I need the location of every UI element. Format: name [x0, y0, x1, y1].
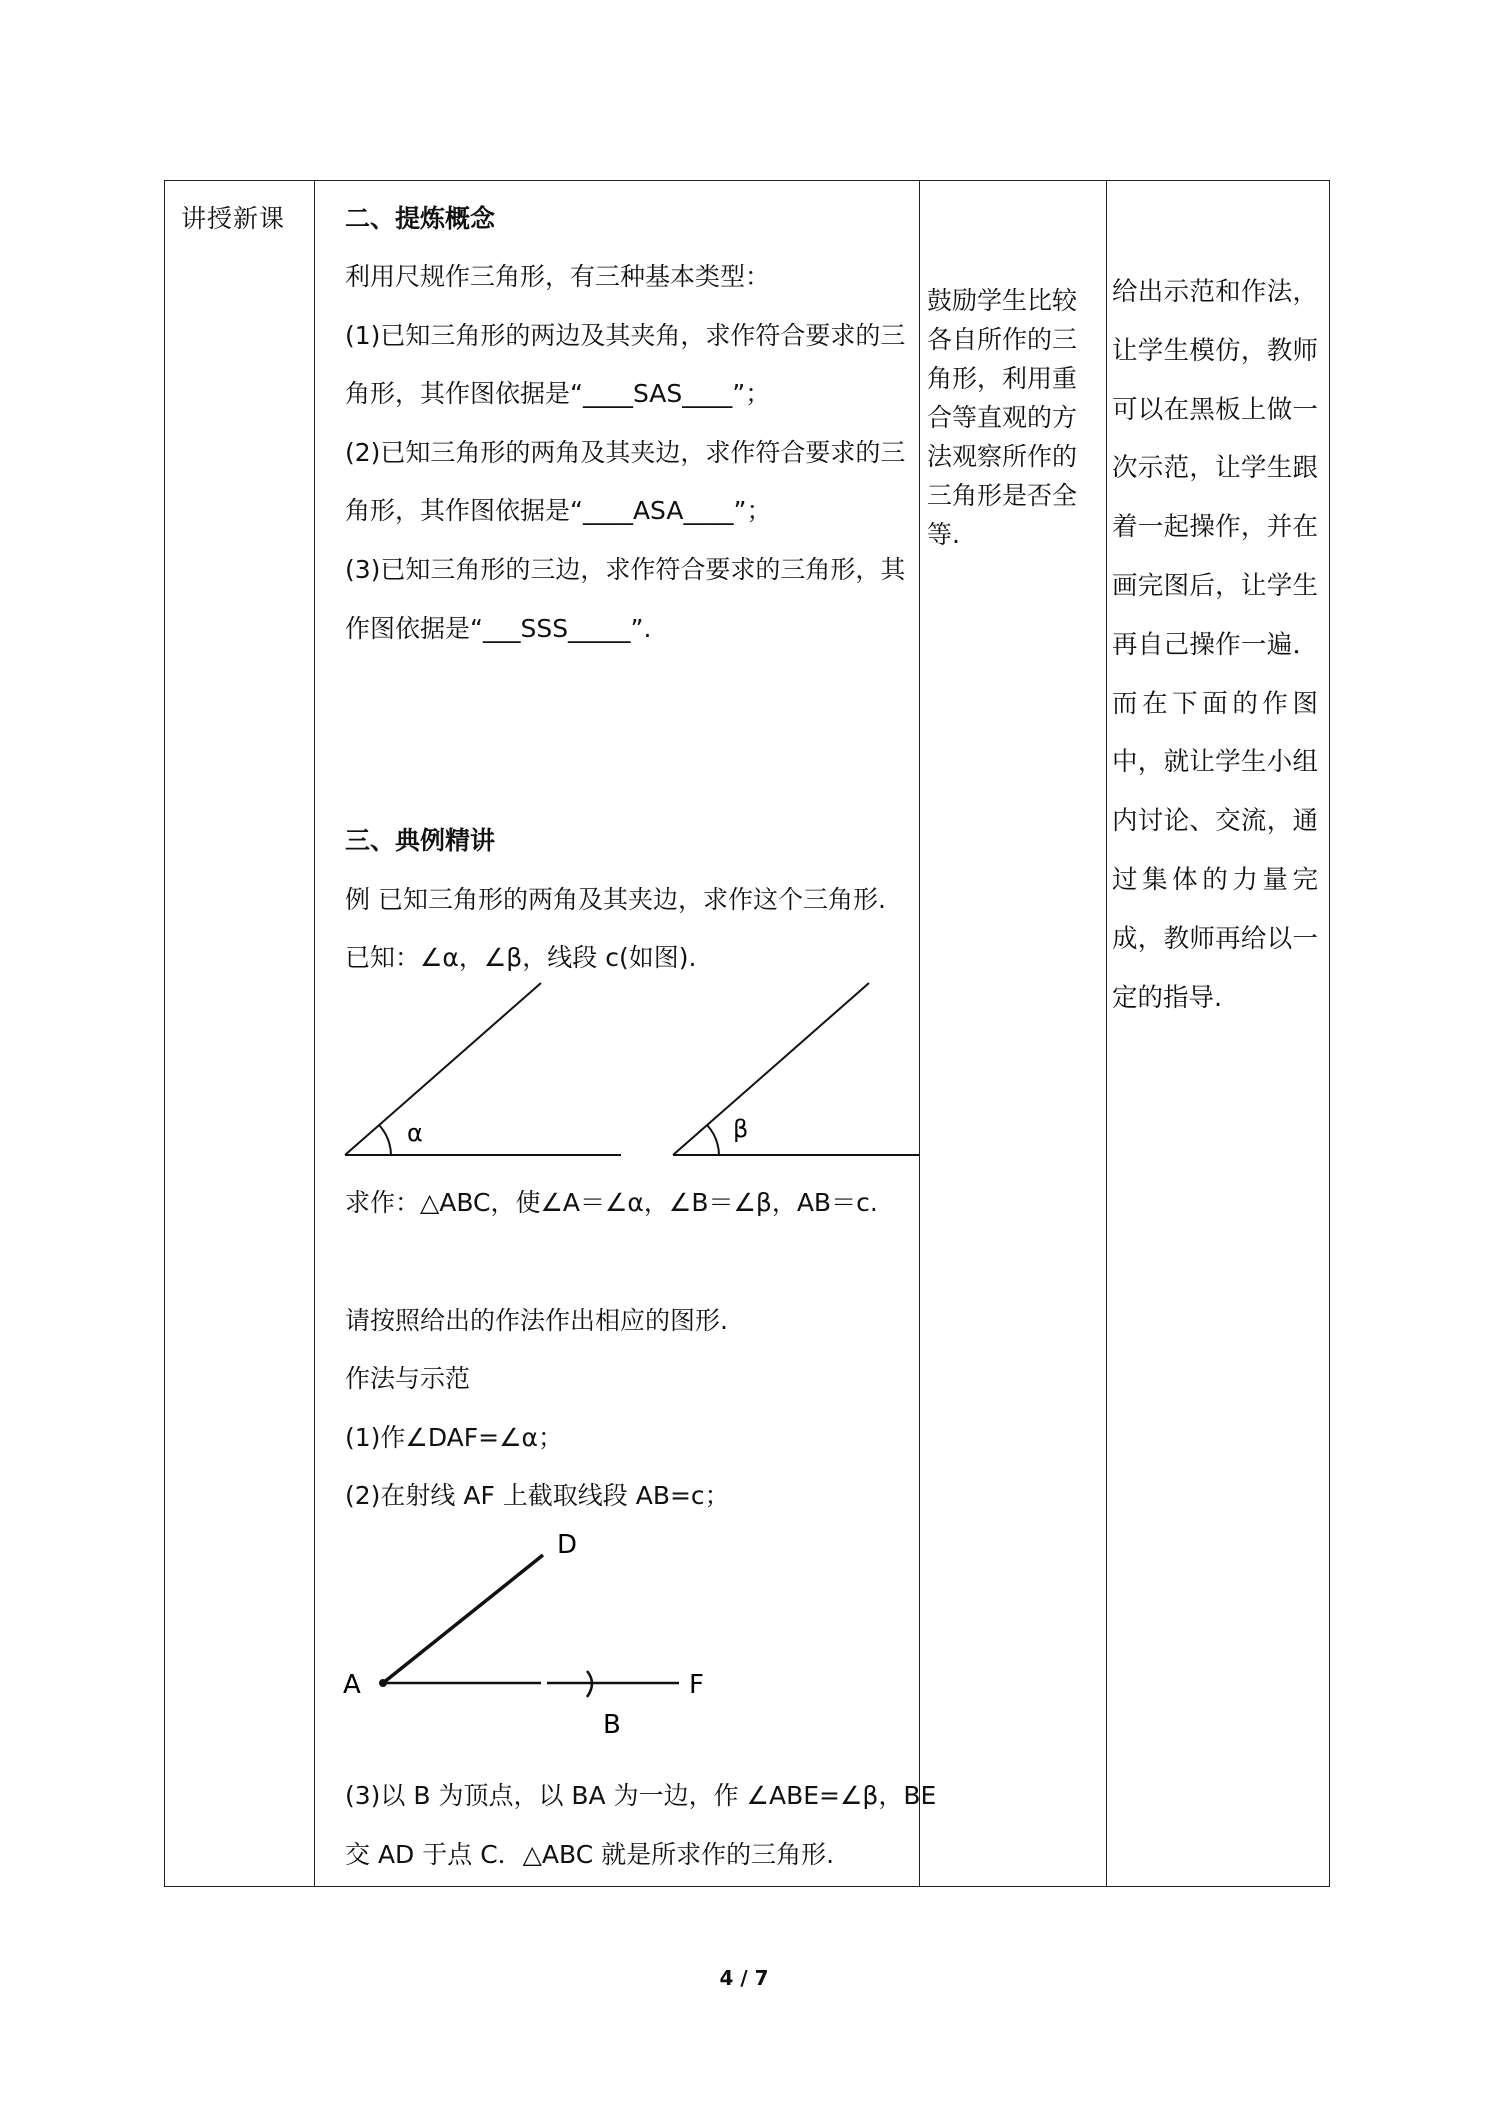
section2-line: 作图依据是“___SSS_____”.: [345, 614, 652, 643]
step2-text: (2)在射线 AF 上截取线段 AB=c；: [345, 1481, 730, 1510]
step3-line1: (3)以 B 为顶点，以 BA 为一边，作 ∠ABE=∠β，BE: [345, 1781, 937, 1810]
student-activity-text: 鼓励学生比较各自所作的三角形，利用重合等直观的方法观察所作的三角形是否全等.: [927, 286, 1078, 549]
section2-line: 角形，其作图依据是“____SAS____”；: [345, 379, 771, 408]
beta-label: β: [733, 1115, 749, 1143]
instruction-text: 请按照给出的作法作出相应的图形.: [345, 1306, 728, 1335]
construction-figure: [331, 1521, 919, 1751]
section3-heading: 三、典例精讲: [345, 826, 496, 855]
section2-heading: 二、提炼概念: [345, 204, 496, 233]
label-A: A: [343, 1670, 361, 1700]
ray-AD: [383, 1555, 543, 1683]
step1-text: (1)作∠DAF=∠α；: [345, 1423, 563, 1452]
design-intent-text: 给出示范和作法，让学生模仿，教师可以在黑板上做一次示范，让学生跟着一起操作，并在画完图后，让学生再自己操作一遍．而在下面的作图中，就让学生小组内讨论、交流，通过集体的力量完成，教师再给以一定的指导.: [1112, 277, 1318, 1013]
given-text: 已知：∠α，∠β，线段 c(如图).: [345, 943, 697, 972]
label-D: D: [557, 1530, 578, 1560]
step3-line2: 交 AD 于点 C．△ABC 就是所求作的三角形.: [345, 1840, 835, 1869]
angle-alpha-ray: [345, 983, 541, 1155]
section2-line: (2)已知三角形的两角及其夹边，求作符合要求的三: [345, 438, 906, 467]
column-divider: [314, 181, 315, 1886]
ray-gap: [541, 1679, 547, 1687]
section2-line: 角形，其作图依据是“____ASA____”；: [345, 496, 772, 525]
angle-figure: [331, 981, 919, 1171]
method-title: 作法与示范: [345, 1364, 471, 1393]
angle-beta-ray: [673, 983, 869, 1155]
example-text: 例 已知三角形的两角及其夹边，求作这个三角形.: [345, 885, 886, 914]
construct-text: 求作：△ABC，使∠A＝∠α，∠B＝∠β，AB＝c.: [345, 1188, 878, 1217]
alpha-label: α: [407, 1119, 423, 1147]
label-F: F: [689, 1670, 704, 1700]
section2-line: (1)已知三角形的两边及其夹角，求作符合要求的三: [345, 321, 906, 350]
column-divider: [919, 181, 920, 1886]
stage-label: 讲授新课: [181, 204, 286, 233]
point-A: [379, 1679, 387, 1687]
angle-alpha-arc: [379, 1125, 391, 1155]
page-number: 4 / 7: [719, 1966, 769, 1990]
label-B: B: [603, 1710, 621, 1740]
section2-line: (3)已知三角形的三边，求作符合要求的三角形，其: [345, 555, 906, 584]
lesson-table: [164, 180, 1330, 1887]
column-divider: [1106, 181, 1107, 1886]
section2-line: 利用尺规作三角形，有三种基本类型：: [345, 262, 771, 291]
angle-beta-arc: [707, 1125, 719, 1155]
